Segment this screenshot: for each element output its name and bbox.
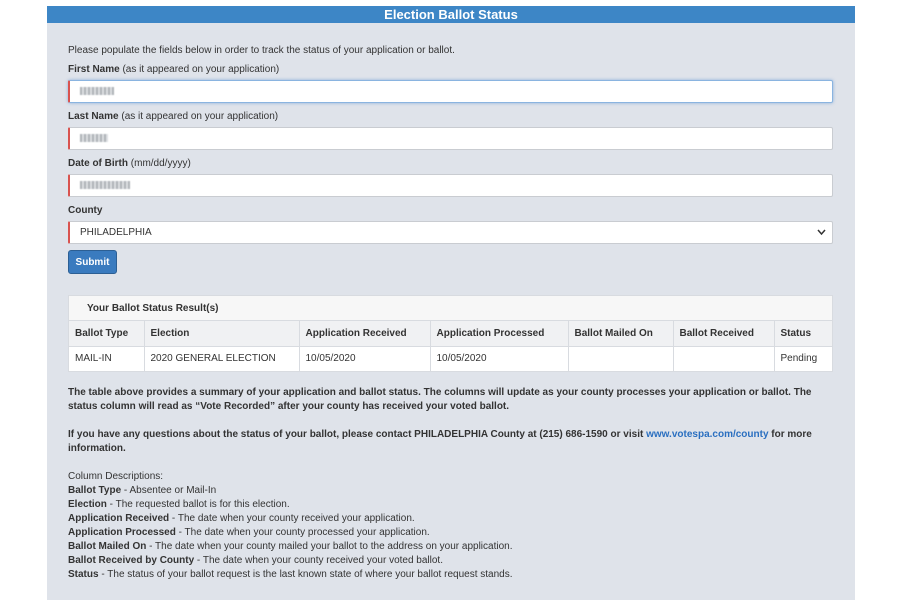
first-name-input[interactable] (68, 80, 833, 103)
summary-text: The table above provides a summary of your application and ballot status. The columns will update as your county processes your application or ballot. The status column will read as “Vote Recorded” after your county has received your voted ballot. (68, 387, 812, 412)
last-name-input[interactable] (68, 127, 833, 150)
results-panel (68, 295, 833, 372)
page-title: Election Ballot Status (47, 6, 855, 23)
last-name-label: Last Name (as it appeared on your application) (68, 111, 279, 122)
dob-input[interactable] (68, 174, 833, 197)
column-header: Ballot Mailed On (568, 321, 673, 346)
redacted-value (80, 181, 130, 189)
ballot-status-panel (47, 6, 855, 600)
chevron-down-icon (817, 222, 826, 251)
table-cell: Pending (774, 346, 832, 371)
results-heading: Your Ballot Status Result(s) (69, 296, 832, 321)
description-item: Election - The requested ballot is for this election. (68, 499, 290, 510)
county-value: PHILADELPHIA (80, 227, 152, 238)
submit-button[interactable]: Submit (68, 250, 117, 274)
table-cell (673, 346, 774, 371)
column-header: Application Received (299, 321, 430, 346)
results-table (69, 321, 832, 371)
table-header-row (69, 321, 832, 346)
column-header: Ballot Received (673, 321, 774, 346)
first-name-label: First Name (as it appeared on your application) (68, 64, 280, 75)
table-cell: 2020 GENERAL ELECTION (144, 346, 299, 371)
table-cell: 10/05/2020 (299, 346, 430, 371)
description-item: Ballot Received by County - The date when your county received your voted ballot. (68, 555, 443, 566)
table-row (69, 346, 832, 371)
description-item: Ballot Type - Absentee or Mail-In (68, 485, 217, 496)
column-header: Election (144, 321, 299, 346)
contact-text: If you have any questions about the status of your ballot, please contact PHILADELPHIA County at (215) 686-1590 or visit www.votespa.com/county for more information. (68, 429, 812, 454)
table-cell: 10/05/2020 (430, 346, 568, 371)
description-item: Application Processed - The date when your county processed your application. (68, 527, 430, 538)
description-item: Ballot Mailed On - The date when your county mailed your ballot to the address on your application. (68, 541, 513, 552)
column-header: Status (774, 321, 832, 346)
descriptions-title: Column Descriptions: (68, 471, 164, 482)
description-item: Application Received - The date when your county received your application. (68, 513, 415, 524)
table-cell: MAIL-IN (69, 346, 144, 371)
description-item: Status - The status of your ballot request is the last known state of where your ballot request stands. (68, 569, 513, 580)
form-content (47, 45, 855, 582)
table-cell (568, 346, 673, 371)
county-label: County (68, 205, 103, 216)
dob-label: Date of Birth (mm/dd/yyyy) (68, 158, 191, 169)
county-select[interactable] (68, 221, 833, 244)
column-header: Ballot Type (69, 321, 144, 346)
column-header: Application Processed (430, 321, 568, 346)
redacted-value (80, 87, 114, 95)
intro-text: Please populate the fields below in order to track the status of your application or ballot. (68, 45, 455, 56)
county-link[interactable]: www.votespa.com/county (646, 429, 769, 440)
redacted-value (80, 134, 108, 142)
